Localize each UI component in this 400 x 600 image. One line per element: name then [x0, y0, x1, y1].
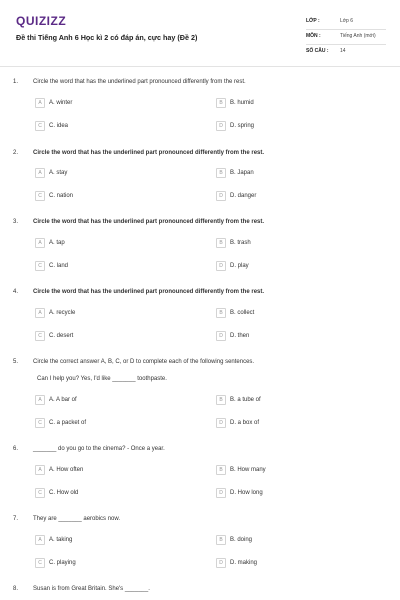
- question-text: They are _______ aerobics now.: [33, 516, 121, 522]
- question-number: 4.: [13, 289, 19, 295]
- option-letter-box: B: [216, 308, 226, 318]
- option-text: C. idea: [49, 122, 69, 129]
- option-text: B. Japan: [230, 169, 254, 176]
- document-title: Đề thi Tiếng Anh 6 Học kì 2 có đáp án, cực hay (Đề 2): [16, 33, 198, 42]
- option-text: A. How often: [49, 466, 84, 473]
- option-letter-box: A: [35, 308, 45, 318]
- option-letter-box: A: [35, 465, 45, 475]
- option-letter-box: B: [216, 98, 226, 108]
- option-letter-box: B: [216, 465, 226, 475]
- option-letter-box: D: [216, 191, 226, 201]
- meta-label-class: LỚP :: [306, 18, 320, 24]
- option-letter-box: D: [216, 121, 226, 131]
- option-text: C. a packet of: [49, 419, 87, 426]
- option-letter-box: A: [35, 238, 45, 248]
- option-letter-box: C: [35, 261, 45, 271]
- option-letter-box: D: [216, 488, 226, 498]
- option-letter-box: B: [216, 238, 226, 248]
- question-text: Circle the word that has the underlined part pronounced differently from the rest.: [33, 219, 265, 225]
- option-letter-box: B: [216, 535, 226, 545]
- option-text: B. collect: [230, 309, 255, 316]
- option-text: B. trash: [230, 239, 251, 246]
- option-text: B. a tube of: [230, 396, 261, 403]
- option-letter-box: B: [216, 168, 226, 178]
- option-letter-box: A: [35, 168, 45, 178]
- option-letter-box: C: [35, 418, 45, 428]
- option-letter-box: D: [216, 331, 226, 341]
- meta-label-count: SỐ CÂU :: [306, 48, 329, 54]
- option-text: B. doing: [230, 536, 253, 543]
- header-divider: [0, 66, 400, 67]
- quizizz-logo: QUIZIZZ: [16, 14, 67, 28]
- option-letter-box: C: [35, 121, 45, 131]
- option-letter-box: C: [35, 558, 45, 568]
- option-text: A. tap: [49, 239, 65, 246]
- option-text: D. making: [230, 559, 258, 566]
- option-text: B. humid: [230, 99, 254, 106]
- meta-value-subject: Tiếng Anh (mới): [340, 33, 376, 39]
- meta-label-subject: MÔN :: [306, 33, 321, 39]
- option-text: D. then: [230, 332, 250, 339]
- option-letter-box: D: [216, 261, 226, 271]
- question-number: 7.: [13, 516, 19, 522]
- option-text: A. A bar of: [49, 396, 77, 403]
- option-text: C. desert: [49, 332, 74, 339]
- meta-row-subject: [306, 30, 386, 45]
- option-letter-box: C: [35, 191, 45, 201]
- meta-info-box: [306, 15, 386, 60]
- question-number: 1.: [13, 79, 19, 85]
- option-text: C. nation: [49, 192, 74, 199]
- option-text: A. stay: [49, 169, 68, 176]
- question-text: Circle the word that has the underlined part pronounced differently from the rest.: [33, 79, 246, 85]
- meta-value-class: Lớp 6: [340, 18, 354, 24]
- option-letter-box: B: [216, 395, 226, 405]
- question-text: Circle the correct answer A, B, C, or D to complete each of the following sentences.: [33, 359, 255, 365]
- question-number: 5.: [13, 359, 19, 365]
- option-letter-box: A: [35, 98, 45, 108]
- question-number: 6.: [13, 446, 19, 452]
- question-text: Susan is from Great Britain. She's _______.: [33, 586, 150, 592]
- meta-row-count: [306, 45, 386, 60]
- option-letter-box: C: [35, 331, 45, 341]
- option-letter-box: D: [216, 558, 226, 568]
- question-number: 2.: [13, 150, 19, 156]
- option-text: B. How many: [230, 466, 266, 473]
- question-sentence: Can I help you? Yes, I'd like _______ toothpaste.: [37, 376, 167, 382]
- question-number: 8.: [13, 586, 19, 592]
- option-text: C. How old: [49, 489, 79, 496]
- option-text: A. recycle: [49, 309, 76, 316]
- option-text: D. spring: [230, 122, 255, 129]
- option-letter-box: A: [35, 395, 45, 405]
- option-letter-box: C: [35, 488, 45, 498]
- question-text: Circle the word that has the underlined part pronounced differently from the rest.: [33, 150, 265, 156]
- option-text: C. playing: [49, 559, 76, 566]
- option-text: D. play: [230, 262, 249, 269]
- option-letter-box: A: [35, 535, 45, 545]
- option-text: A. taking: [49, 536, 73, 543]
- option-text: D. a box of: [230, 419, 260, 426]
- question-number: 3.: [13, 219, 19, 225]
- option-letter-box: D: [216, 418, 226, 428]
- question-text: Circle the word that has the underlined part pronounced differently from the rest.: [33, 289, 265, 295]
- option-text: C. land: [49, 262, 69, 269]
- question-text: _______ do you go to the cinema? - Once a year.: [33, 446, 165, 452]
- option-text: A. winter: [49, 99, 73, 106]
- meta-value-count: 14: [340, 48, 346, 54]
- option-text: D. danger: [230, 192, 257, 199]
- option-text: D. How long: [230, 489, 263, 496]
- meta-row-class: [306, 15, 386, 30]
